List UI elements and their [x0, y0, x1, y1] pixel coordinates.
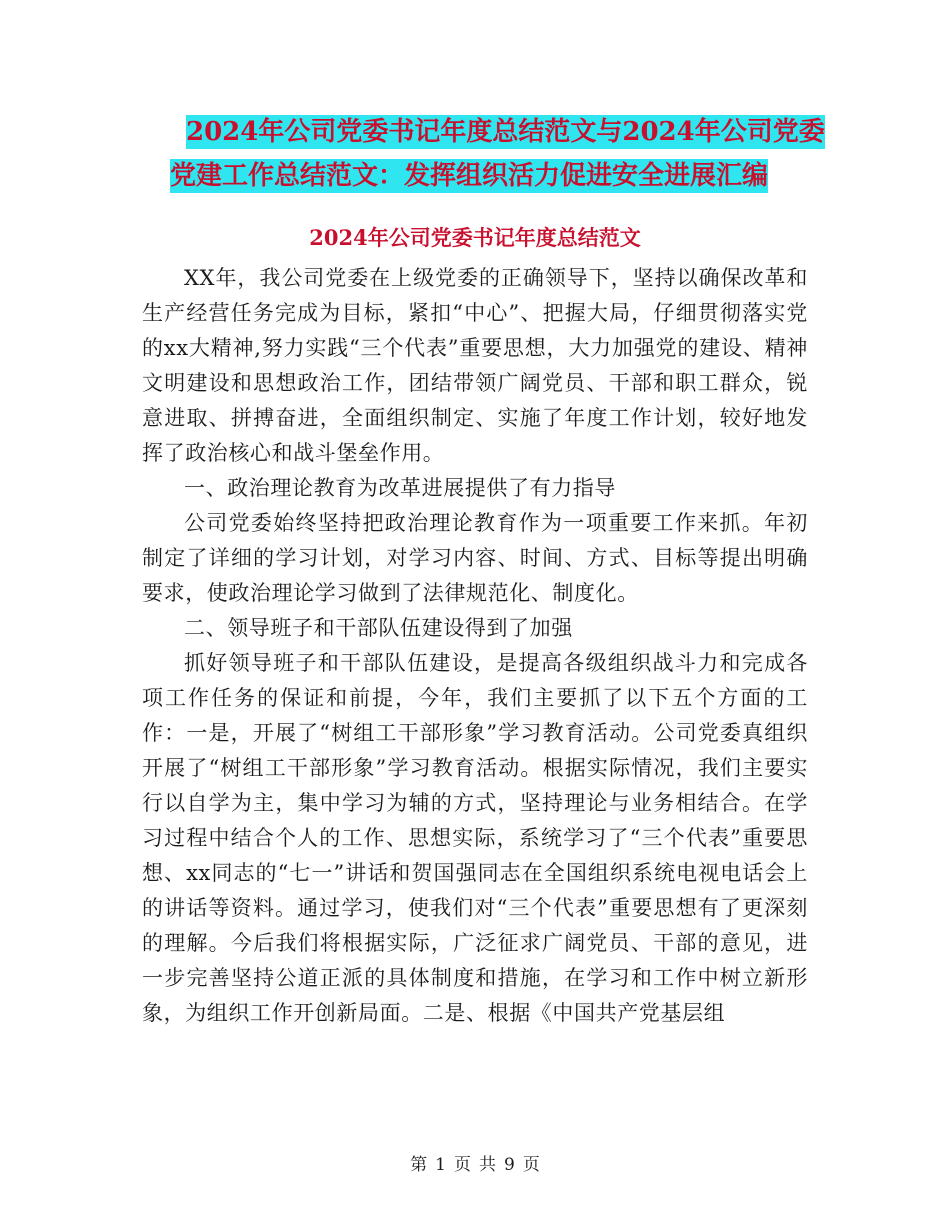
footer-label-gong: 共 [479, 1155, 496, 1175]
paragraph-leadership: 抓好领导班子和干部队伍建设，是提高各级组织战斗力和完成各项工作任务的保证和前提，今年，我们主要抓了以下五个方面的工作：一是，开展了“树组工干部形象”学习教育活动。公司党委真组织开展了“树组工干部形象”学习教育活动。根据实际情况，我们主要实行以自学为主，集中学习为辅的方式，坚持理论与业务相结合。在学习过程中结合个人的工作、思想实际，系统学习了“三个代表”重要思想、xx同志的“七一”讲话和贺国强同志在全国组织系统电视电话会上的讲话等资料。通过学习，使我们对“三个代表”重要思想有了更深刻的理解。今后我们将根据实际，广泛征求广阔党员、干部的意见，进一步完善坚持公道正派的具体制度和措施，在学习和工作中树立新形象，为组织工作开创新局面。二是、根据《中国共产党基层组 [142, 651, 808, 1025]
total-pages-number: 9 [504, 1155, 515, 1175]
paragraph-political-theory: 公司党委始终坚持把政治理论教育作为一项重要工作来抓。年初制定了详细的学习计划，对学习内容、时间、方式、目标等提出明确要求，使政治理论学习做到了法律规范化、制度化。 [142, 511, 808, 605]
footer-label-ye: 页 [454, 1155, 471, 1175]
footer-label-ye-2: 页 [522, 1155, 540, 1175]
document-title-text: 2024年公司党委书记年度总结范文与2024年公司党委党建工作总结范文：发挥组织活力促进安全进展汇编 [170, 117, 825, 191]
footer-label-di: 第 [410, 1155, 428, 1175]
heading-leadership: 二、领导班子和干部队伍建设得到了加强 [184, 616, 573, 640]
document-body [142, 261, 808, 1031]
paragraph-intro: XX年，我公司党委在上级党委的正确领导下，坚持以确保改革和生产经营任务完成为目标，紧扣“中心”、把握大局，仔细贯彻落实党的xx大精神,努力实践“三个代表”重要思想，大力加强党的建设、精神文明建设和思想政治工作，团结带领广阔党员、干部和职工群众，锐意进取、拼搏奋进，全面组织制定、实施了年度工作计划，较好地发挥了政治核心和战斗堡垒作用。 [142, 266, 808, 465]
document-title [170, 110, 830, 198]
heading-political-theory: 一、政治理论教育为改革进展提供了有力指导 [184, 476, 616, 500]
section-title: 2024年公司党委书记年度总结范文 [309, 225, 641, 250]
page-footer [0, 1153, 950, 1177]
current-page-number: 1 [435, 1155, 446, 1175]
